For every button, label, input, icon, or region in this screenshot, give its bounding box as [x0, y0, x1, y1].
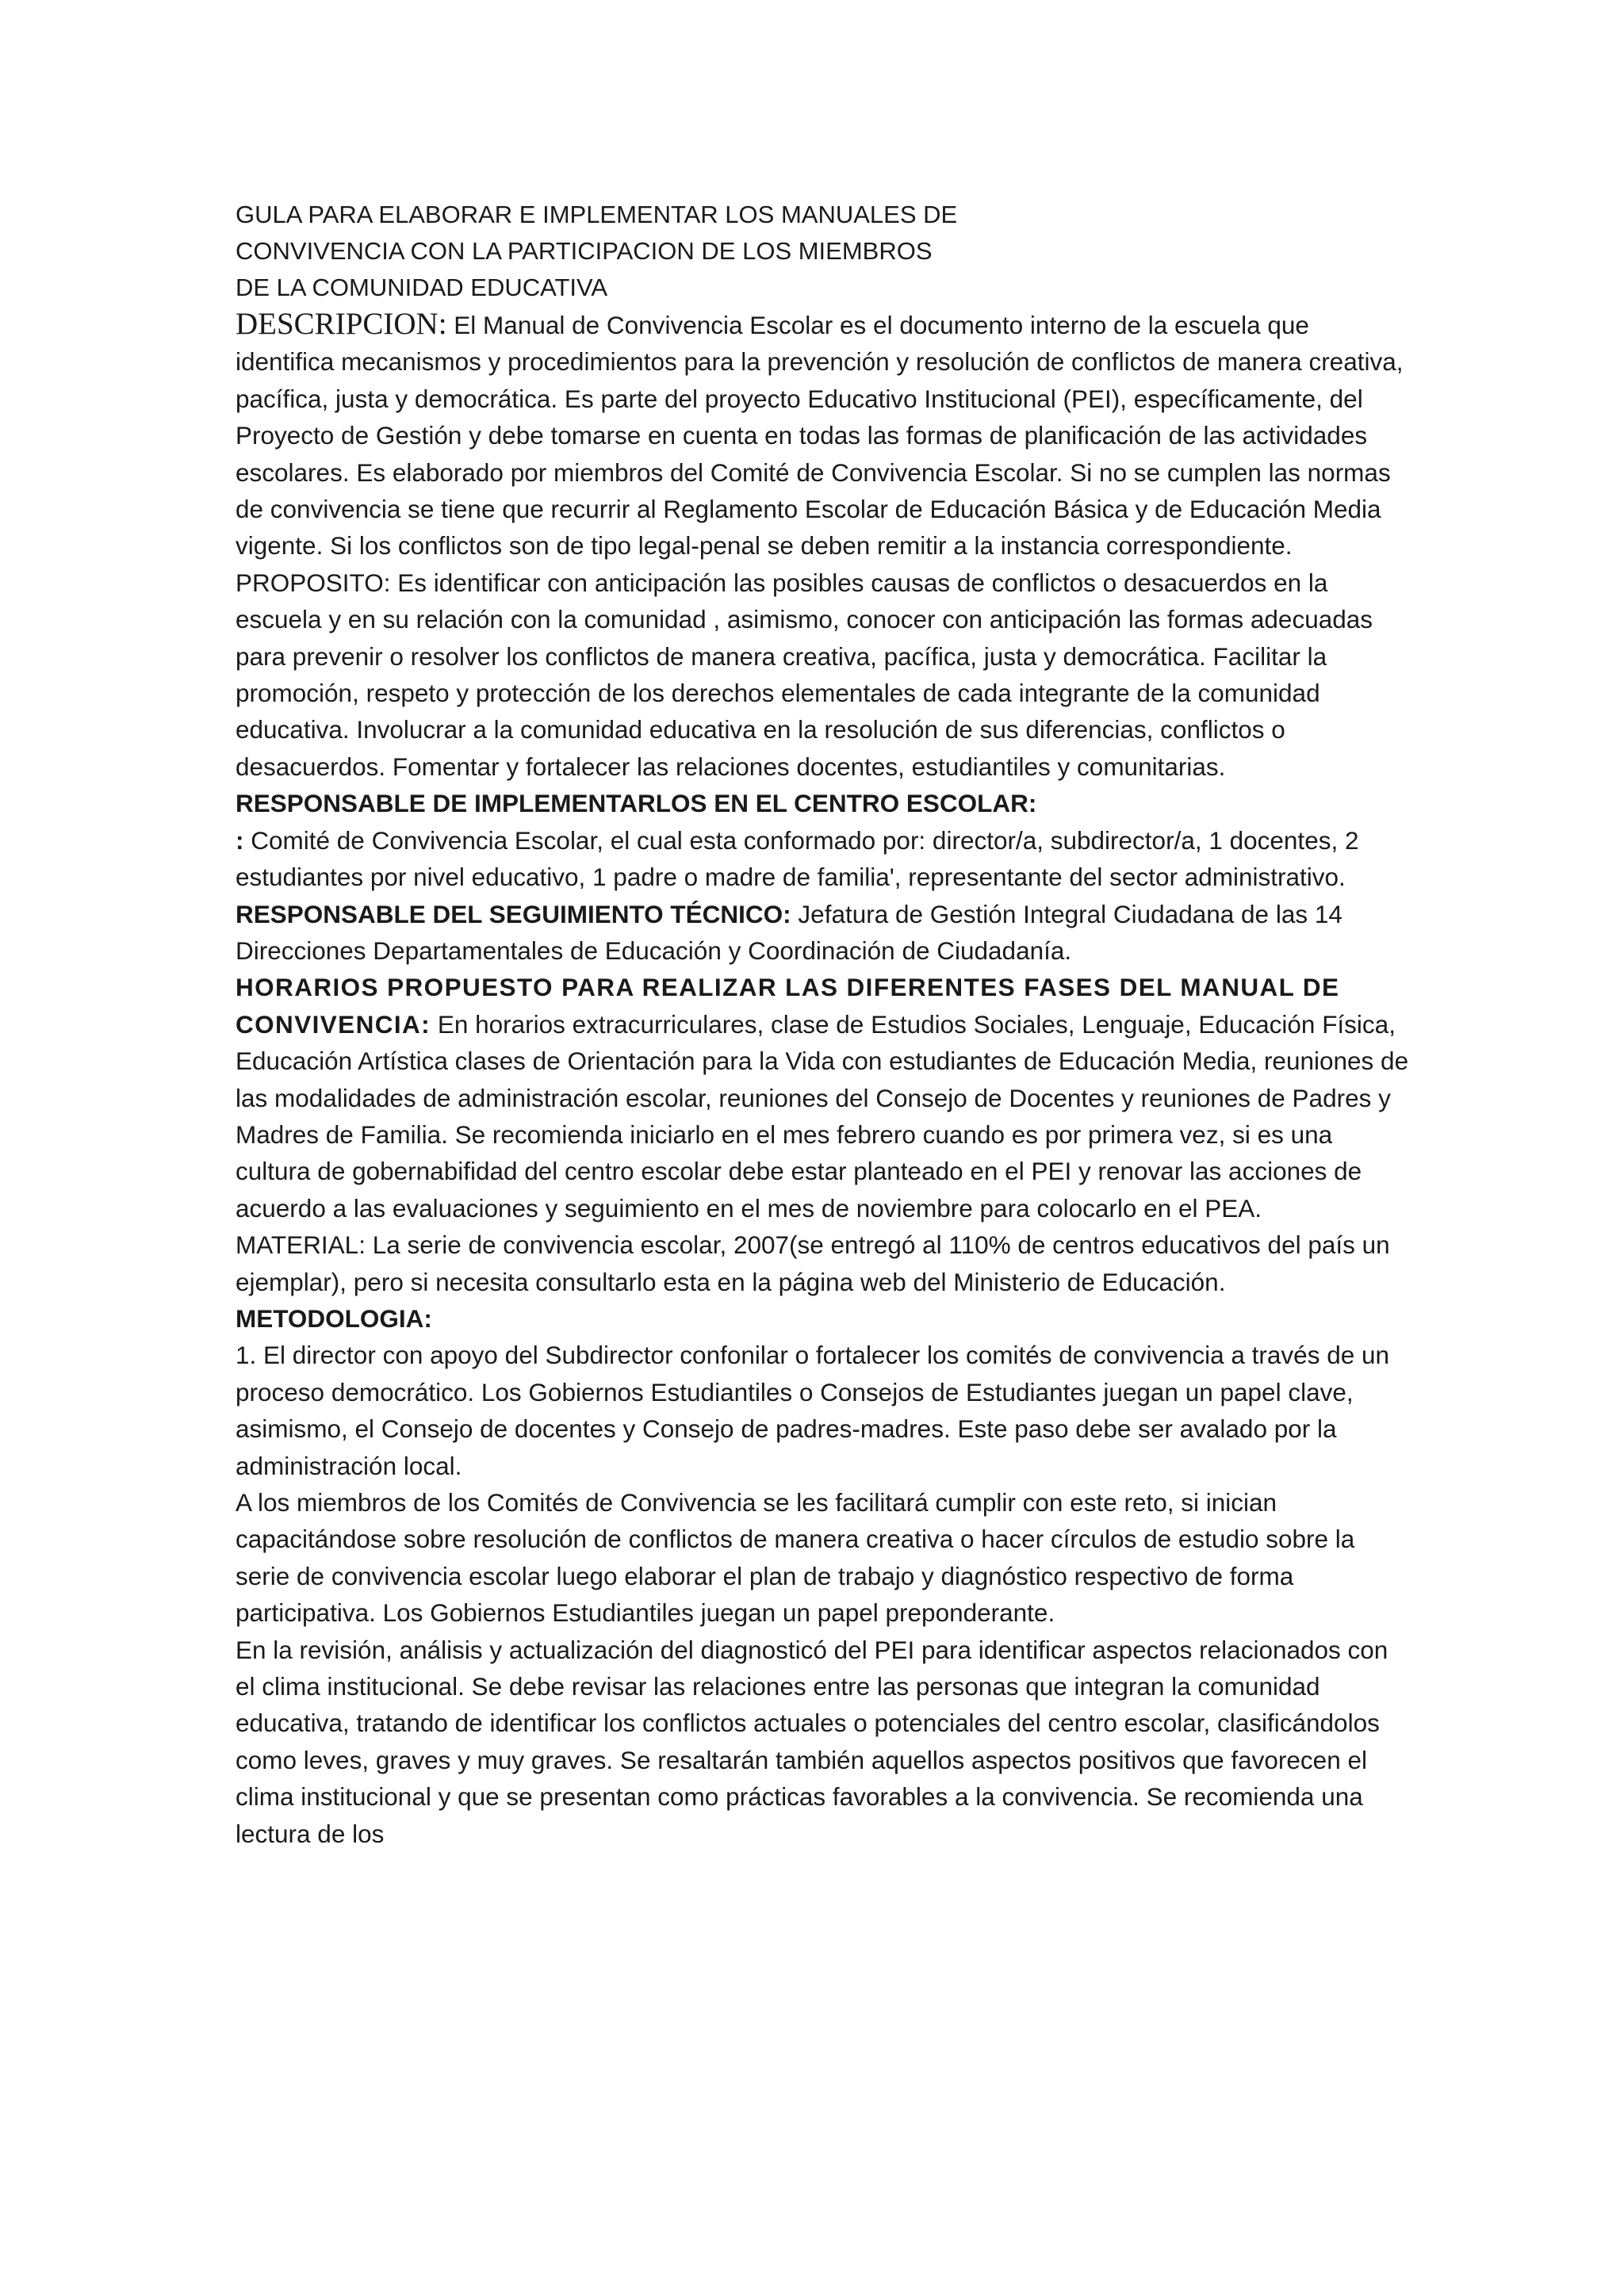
metodologia-paragraph-2: A los miembros de los Comités de Convivencia se les facilitará cumplir con este reto, si inician capacitándose sobre resolución de conflictos de manera creativa o hacer círculos de estudio sobre la serie de convivencia escolar luego elaborar el plan de trabajo y diagnóstico respectivo de forma participativa. Los Gobiernos Estudiantiles juegan un papel preponderante. — [236, 1488, 1355, 1628]
proposito-paragraph: PROPOSITO: Es identificar con anticipación las posibles causas de conflictos o desacuerdos en la escuela y en su relación con la comunidad , asimismo, conocer con anticipación las formas adecuadas para prevenir o resolver los conflictos de manera creativa, pacífica, justa y democrática. Facilitar la promoción, respeto y protección de los derechos elementales de cada integrante de la comunidad educativa. Involucrar a la comunidad educativa en la resolución de sus diferencias, conflictos o desacuerdos. Fomentar y fortalecer las relaciones docentes, estudiantiles y comunitarias. — [236, 568, 1373, 781]
descripcion-label: DESCRIPCION: — [236, 307, 447, 341]
descripcion-paragraph — [236, 306, 1409, 564]
title-line-2: CONVIVENCIA CON LA PARTICIPACION DE LOS MIEMBROS — [236, 237, 933, 265]
material-paragraph: MATERIAL: La serie de convivencia escolar, 2007(se entregó al 110% de centros educativos del país un ejemplar), pero si necesita consultarlo esta en la página web del Ministerio de Educación. — [236, 1230, 1390, 1296]
responsable-implementar-paragraph — [236, 822, 1409, 896]
horarios-text: En horarios extracurriculares, clase de Estudios Sociales, Lenguaje, Educación Física, Educación Artística clases de Orientación para la Vida con estudiantes de Educación Media, reuniones de las modalidades de administración escolar, reuniones del Consejo de Docentes y reuniones de Padres y Madres de Familia. Se recomienda iniciarlo en el mes febrero cuando es por primera vez, si es una cultura de gobernabifidad del centro escolar debe estar planteado en el PEI y renovar las acciones de acuerdo a las evaluaciones y seguimiento en el mes de noviembre para colocarlo en el PEA. — [236, 1009, 1409, 1223]
horarios-paragraph — [236, 969, 1409, 1226]
responsable-implementar-heading: RESPONSABLE DE IMPLEMENTARLOS EN EL CENTRO ESCOLAR: — [236, 789, 1037, 818]
horarios-heading: HORARIOS PROPUESTO PARA REALIZAR LAS DIFERENTES FASES DEL MANUAL DE CONVIVENCIA: — [236, 973, 1340, 1039]
responsable-seguimiento-text: Jefatura de Gestión Integral Ciudadana de las 14 Direcciones Departamentales de Educación y Coordinación de Ciudadanía. — [236, 899, 1342, 965]
metodologia-paragraph-1: 1. El director con apoyo del Subdirector confonilar o fortalecer los comités de convivencia a través de un proceso democrático. Los Gobiernos Estudiantiles o Consejos de Estudiantes juegan un papel clave, asimismo, el Consejo de docentes y Consejo de padres-madres. Este paso debe ser avalado por la administración local. — [236, 1341, 1390, 1480]
title-line-1: GULA PARA ELABORAR E IMPLEMENTAR LOS MANUALES DE — [236, 201, 958, 228]
responsable-implementar-text: Comité de Convivencia Escolar, el cual esta conformado por: director/a, subdirector/a, 1 docentes, 2 estudiantes por nivel educativo, 1 padre o madre de familia', representante del sector administrativo. — [236, 825, 1359, 892]
responsable-implementar-colon: : — [236, 825, 244, 855]
responsable-seguimiento-paragraph — [236, 896, 1409, 970]
title-line-3: DE LA COMUNIDAD EDUCATIVA — [236, 274, 608, 301]
descripcion-text: El Manual de Convivencia Escolar es el documento interno de la escuela que identifica mecanismos y procedimientos para la prevención y resolución de conflictos de manera creativa, pacífica, justa y democrática. Es parte del proyecto Educativo Institucional (PEI), específicamente, del Proyecto de Gestión y debe tomarse en cuenta en todas las formas de planificación de las actividades escolares. Es elaborado por miembros del Comité de Convivencia Escolar. Si no se cumplen las normas de convivencia se tiene que recurrir al Reglamento Escolar de Educación Básica y de Educación Media vigente. Si los conflictos son de tipo legal-penal se deben remitir a la instancia correspondiente. — [236, 311, 1404, 561]
metodologia-paragraph-3: En la revisión, análisis y actualización del diagnosticó del PEI para identificar aspectos relacionados con el clima institucional. Se debe revisar las relaciones entre las personas que integran la comunidad educativa, tratando de identificar los conflictos actuales o potenciales del centro escolar, clasificándolos como leves, graves y muy graves. Se resaltarán también aquellos aspectos positivos que favorecen el clima institucional y que se presentan como prácticas favorables a la convivencia. Se recomienda una lectura de los — [236, 1635, 1388, 1848]
responsable-seguimiento-heading: RESPONSABLE DEL SEGUIMIENTO TÉCNICO: — [236, 899, 791, 928]
metodologia-heading: METODOLOGIA: — [236, 1303, 432, 1333]
document-title — [236, 197, 1409, 306]
document-body — [236, 197, 1409, 1852]
